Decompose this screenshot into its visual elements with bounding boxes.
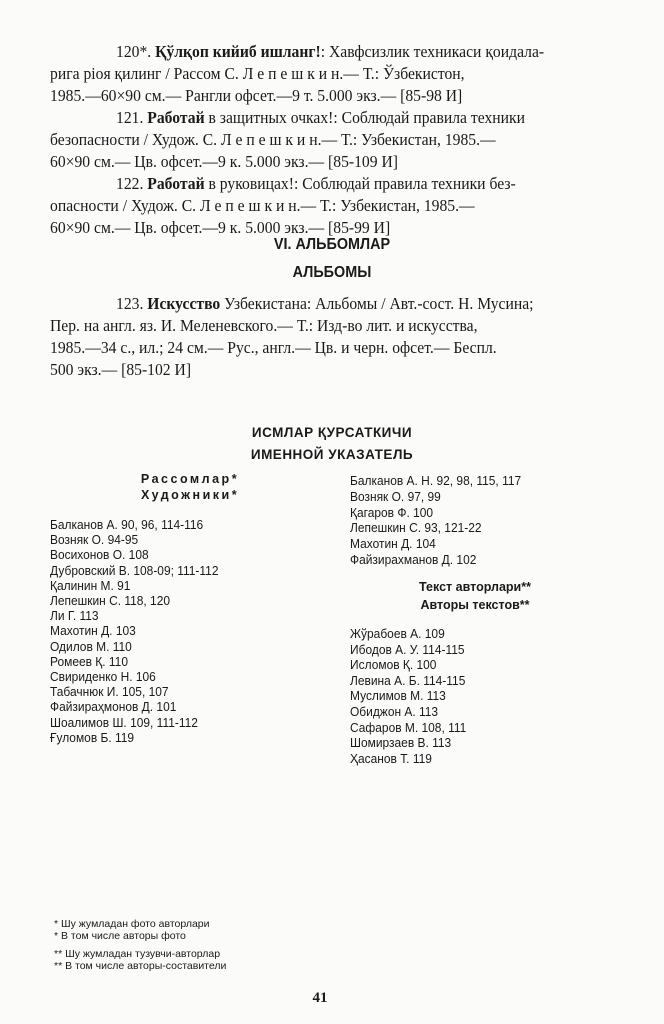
entry-line: [50, 130, 569, 150]
footnote: ** Шу жумладан тузувчи-авторлар: [54, 948, 221, 960]
index-item: Свириденко Н. 106: [50, 669, 156, 684]
entry-text: 1985.—34 с., ил.; 24 см.— Рус., англ.— Цв. и черн. офсет.— Беспл.: [50, 338, 497, 357]
artists-heading-uz: Рассомлар*: [140, 472, 240, 486]
entry-text: 1985.—60×90 см.— Рангли офсет.—9 т. 5.000 экз.— [85-98 И]: [50, 86, 463, 105]
album-entry-line: [50, 360, 569, 380]
index-title-ru: ИМЕННОЙ УКАЗАТЕЛЬ: [250, 447, 414, 462]
entry-line: [116, 174, 574, 194]
entry-line: [50, 196, 569, 216]
entry-number: 120*.: [116, 42, 152, 61]
index-item: Махотин Д. 103: [50, 623, 136, 639]
index-item: Ғуломов Б. 119: [50, 729, 135, 745]
entry-text: Узбекистана: Альбомы / Авт.-сост. Н. Мусина;: [220, 294, 534, 313]
index-item: Левина А. Б. 114-115: [350, 672, 466, 688]
index-item: Лепешкин С. 118, 120: [50, 593, 171, 608]
section-title-ru: АЛЬБОМЫ: [292, 264, 372, 281]
entry-text: безопасности / Худож. С. Л е п е ш к и н.— Т.: Узбекистан, 1985.—: [50, 130, 496, 149]
entry-text: в защитных очках!: Соблюдай правила техники: [204, 108, 525, 127]
index-item: Ҳасанов Т. 119: [350, 750, 432, 766]
index-item: Исломов Қ. 100: [350, 657, 437, 673]
entry-text: Пер. на англ. яз. И. Меленевского.— Т.: Изд-во лит. и искусства,: [50, 316, 478, 335]
entry-number: 121.: [116, 108, 144, 127]
index-item: Файзирахманов Д. 102: [350, 552, 477, 567]
entry-text: 60×90 см.— Цв. офсет.—9 к. 5.000 экз.— [85-99 И]: [50, 218, 391, 237]
index-item: Табачнюк И. 105, 107: [50, 684, 169, 700]
entry-line: [116, 42, 574, 62]
entry-number: 122.: [116, 174, 144, 193]
index-title-uz: ИСМЛАР ҚУРСАТКИЧИ: [251, 425, 413, 440]
entry-title: Работай: [147, 108, 205, 127]
index-item: Балканов А. 90, 96, 114-116: [50, 517, 204, 532]
entry-text: рига рioя қилинг / Рассом С. Л е п е ш к и н.— Т.: Ўзбекистон,: [50, 64, 465, 83]
index-item: Ромеев Қ. 110: [50, 653, 128, 669]
index-item: Балканов А. Н. 92, 98, 115, 117: [350, 473, 522, 488]
entry-title: Искусство: [147, 294, 221, 313]
footnote: ** В том числе авторы-составители: [54, 960, 227, 972]
index-item: Обиджон А. 113: [350, 704, 439, 719]
index-item: Махотин Д. 104: [350, 536, 436, 552]
artists-heading-ru: Художники*: [140, 488, 240, 502]
entry-text: в руковицах!: Соблюдай правила техники без-: [204, 174, 516, 193]
footnote: * Шу жумладан фото авторлари: [54, 918, 210, 930]
index-item: Возняк О. 97, 99: [350, 488, 441, 504]
entry-text: 60×90 см.— Цв. офсет.—9 к. 5.000 экз.— [85-109 И]: [50, 152, 398, 171]
entry-text: 500 экз.— [85-102 И]: [50, 360, 192, 379]
entry-title: Работай: [147, 174, 205, 193]
index-item: Одилов М. 110: [50, 638, 132, 654]
entry-text: : Хавфсизлик техникаси қоидала-: [320, 42, 545, 61]
index-item: Қагаров Ф. 100: [350, 504, 434, 520]
entry-line: [50, 64, 569, 84]
page-number: 41: [312, 990, 328, 1006]
authors-heading-ru: Авторы текстов**: [420, 598, 530, 612]
index-item: Возняк О. 94-95: [50, 532, 139, 548]
footnote: * В том числе авторы фото: [54, 930, 186, 942]
index-item: Шоалимов Ш. 109, 111-112: [50, 714, 198, 730]
album-entry-line: [50, 316, 569, 336]
index-item: Сафаров М. 108, 111: [350, 719, 467, 735]
album-entry-line: [116, 294, 574, 314]
index-item: Восихонов О. 108: [50, 547, 149, 563]
authors-heading-uz: Текст авторлари**: [419, 580, 531, 594]
entry-line: [50, 152, 569, 172]
entry-line: [50, 218, 569, 238]
entry-text: опасности / Худож. С. Л е п е ш к и н.— Т.: Узбекистан, 1985.—: [50, 196, 475, 215]
index-item: Лепешкин С. 93, 121-22: [350, 520, 482, 536]
index-item: Жўрабоев А. 109: [350, 626, 445, 641]
index-item: Шомирзаев В. 113: [350, 735, 452, 751]
entry-number: 123.: [116, 294, 144, 313]
index-item: Ли Г. 113: [50, 608, 99, 624]
index-item: Муслимов М. 113: [350, 688, 446, 704]
section-title-uz: VI. АЛЬБОМЛАР: [273, 236, 391, 253]
album-entry-line: [50, 338, 569, 358]
index-item: Қалинин М. 91: [50, 577, 131, 593]
entry-title: Қўлқоп кийиб ишланг!: [155, 42, 321, 61]
index-item: Ибодов А. У. 114-115: [350, 641, 465, 657]
entry-line: [116, 108, 574, 128]
entry-line: [50, 86, 569, 106]
index-item: Файзираҳмонов Д. 101: [50, 699, 177, 715]
index-item: Дубровский В. 108-09; 111-112: [50, 562, 219, 578]
